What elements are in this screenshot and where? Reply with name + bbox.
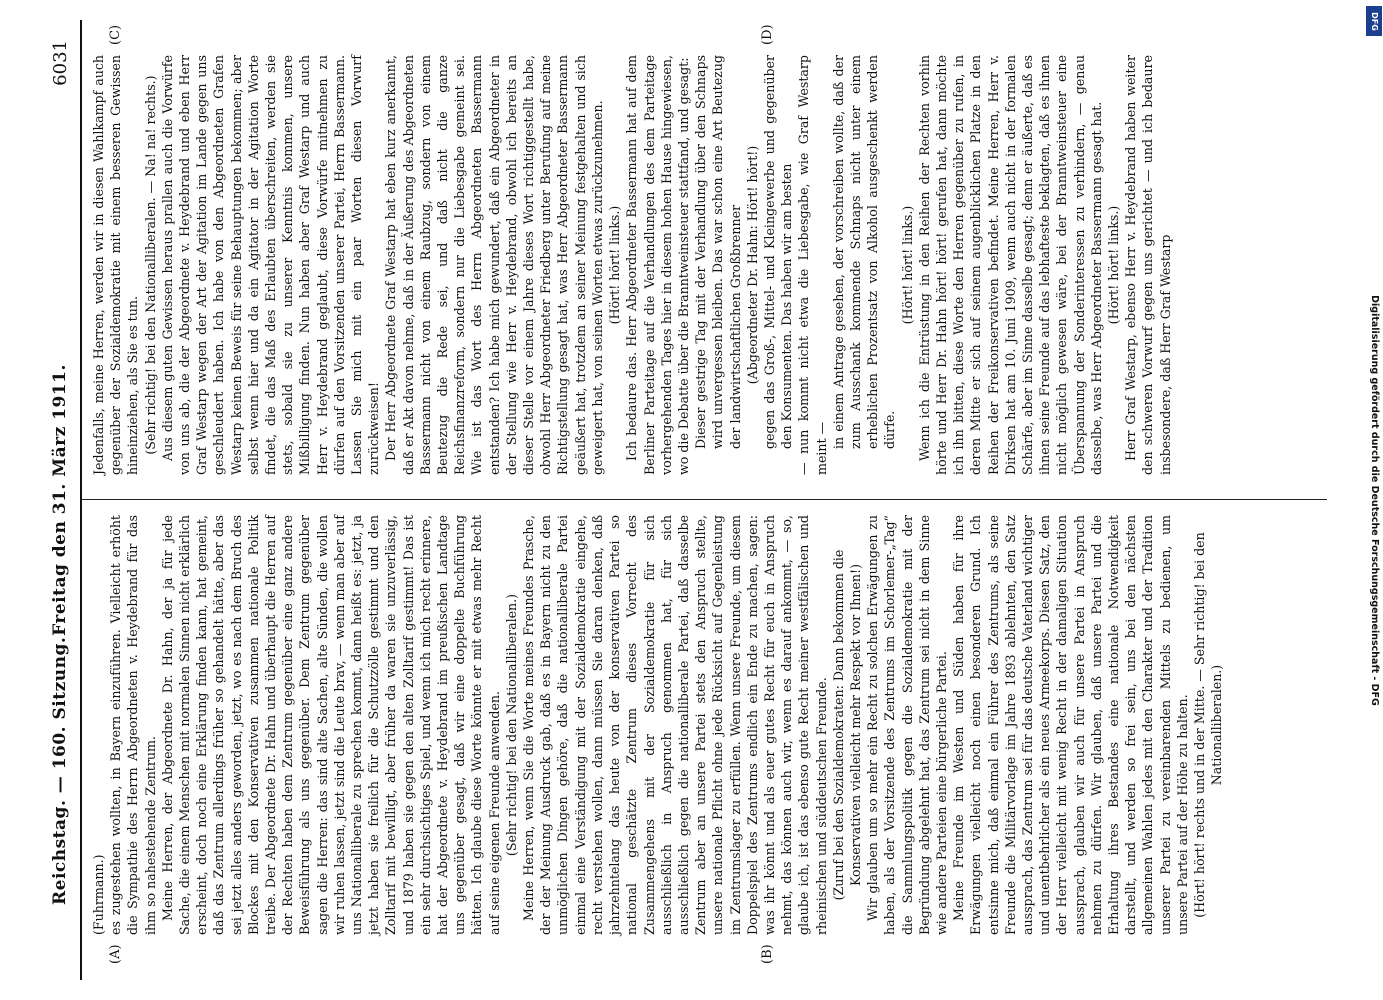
- margin-mark-c: (C): [108, 24, 123, 45]
- paragraph: Wenn ich die Entrüstung in den Reihen der Rechten vorhin hörte und Herr Dr. Hahn hört! hört! gerufen hat, dann möchte ich ihn bitten, diese Worte den Herren gegenüber zu rufen, in deren Mitte er sich auf seinem augenblicklichen Platze in den Reihen der Freikonservativen befindet. Meine Herren, Herr v. Dirksen hat am 10. Juni 1909, wenn auch nicht in der formalen Schärfe, aber im Sinne dasselbe gesagt; denn er äußerte, daß es ihnen seine Freunde auf das lebhafteste beklagten, daß es ihnen nicht möglich gewesen wäre, bei der Branntweinsteuer eine Überspannung der Sonderinteressen zu verhindern, — genau dasselbe, was Herr Abgeordneter Bassermann gesagt hat.: [916, 55, 1104, 475]
- interjection: (Hört! hört! links.): [607, 205, 623, 325]
- paragraph: Ich bedaure das. Herr Abgeordneter Bassermann hat auf dem Berliner Parteitage auf die Verhandlungen des dem Parteitage vorhergehenden Tages hier in diesem hohen Hause hingewiesen, wo die Debatte über die Branntweinsteuer stattfand, und gesagt:: [624, 55, 691, 475]
- paragraph: Aus diesem guten Gewissen heraus prallen auch die Vorwürfe von uns ab, die der Abgeordnete v. Heydebrand und eben Herr Graf Westarp wegen der Art der Agitation im Lande gegen uns geschleudert haben. Ich habe von den Abgeordneten Grafen Westarp keinen Beweis für seine Behauptungen bekommen; aber selbst wenn hier und da ein Agitator in der Agitation Worte findet, die das Maß des Erlaubten überschreiten, werden sie stets, sobald sie zu unserer Kenntnis kommen, unsere Mißbilligung finden. Nun haben aber Graf Westarp und auch Herr v. Heydebrand geglaubt, diese Vorwürfe mitnehmen zu dürfen auf den Vorsitzenden unserer Partei, Herrn Bassermann. Lassen Sie mich mit ein paar Worten diesen Vorwurf zurückweisen!: [159, 55, 382, 475]
- rotated-page: [20, 0, 1350, 1000]
- paragraph: Herr Graf Westarp, ebenso Herr v. Heydebrand haben weiter den schweren Vorwurf gegen uns gerichtet — und ich bedaure insbesondere, daß Herr Graf Westarp: [1123, 55, 1173, 475]
- interjection: (Sehr richtig! bei den Nationalliberalen.): [503, 593, 519, 857]
- interjection: (Zuruf bei den Sozialdemokraten: Dann bekommen die Konservativen vielleicht mehr Respekt vor Ihnen!): [830, 549, 863, 901]
- interjection: (Hört! hört! links.): [1105, 205, 1121, 325]
- digitization-credit: [1366, 0, 1382, 1000]
- interjection: (Hört! hört! links.): [899, 205, 915, 325]
- paragraph: Meine Herren, der Abgeordnete Dr. Hahn, der ja für jede Sache, die einem Menschen mit normalen Sinnen nicht erklärlich erscheint, doch noch eine Erklärung finden kann, hat gemeint, daß das Zentrum allerdings früher so gehandelt hätte, aber das sei jetzt alles anders geworden, jetzt, wo es nach dem Bruch des Blockes mit den Konservativen zusammen nationale Politik treibe. Der Abgeordnete Dr. Hahn und überhaupt die Herren auf der Rechten haben dem Zentrum gegenüber eine ganz andere Beweisführung als uns gegenüber. Dem Zentrum gegenüber sagen die Herren: das sind alte Sachen, alte Sünden, die wollen wir ruhen lassen, jetzt sind die Leute brav, — wenn man aber auf uns Nationalliberale zu sprechen kommt, dann heißt es: jetzt, ja jetzt haben sie freilich für die Schutzzölle gestimmt und den Zolltarif mit bewilligt, aber früher da waren sie unzuverlässig, und 1879 haben sie gegen den alten Zolltarif gestimmt! Das ist ein sehr durchsichtiges Spiel, und wenn ich mich recht erinnere, hat der Abgeordnete v. Heydebrand im preußischen Landtage uns gegenüber gesagt, daß wir eine doppelte Buchführung hätten. Ich glaube diese Worte könnte er mit etwas mehr Recht auf seine eigenen Freunde anwenden.: [159, 515, 502, 935]
- quotation: in einem Antrage gesehen, der vorschreiben wollte, daß der zum Ausschank kommende Schnaps nicht unter einem erheblichen Prozentsatz von Alkohol ausgeschenkt werden dürfe.: [830, 55, 898, 449]
- interjection: (Hört! hört! rechts und in der Mitte. — Sehr richtig! bei den Nationalliberalen.): [1192, 532, 1225, 918]
- header-rule: [80, 20, 82, 980]
- paragraph: Jedenfalls, meine Herren, werden wir in diesen Wahlkampf auch gegenüber der Sozialdemokratie mit einem besseren Gewissen hineinziehen, als Sie es tun.: [91, 55, 141, 475]
- header-session: Reichstag. — 160. Sitzung.: [50, 636, 70, 905]
- credit-text: Digitalisierung gefördert durch die Deutsche Forschungsgemeinschaft - DFG: [1368, 294, 1380, 706]
- margin-mark-b: (B): [760, 944, 775, 964]
- margin-mark-d: (D): [760, 24, 775, 45]
- paragraph: es zugestehen wollten, in Bayern einzuführen. Vielleicht erhöht die Sympathie des Herrn Abgeordneten v. Heydebrand für das ihm so nahestehende Zentrum.: [108, 515, 158, 935]
- paragraph: Der Herr Abgeordnete Graf Westarp hat eben kurz anerkannt, daß er Akt davon nehme, daß in der Äußerung des Abgeordneten Bassermann nicht von einem Raubzug, sondern von einem Beutezug die Rede sei, und daß nicht die ganze Reichsfinanzreform, sondern nur die Liebesgabe gemeint sei. Wie ist das Wort des Herrn Abgeordneten Bassermann entstanden? Ich habe mich gewundert, daß ein Abgeordneter in der Stellung wie Herr v. Heydebrand, obwohl ich bereits an dieser Stelle vor einem Jahre dieses Wort richtiggestellt habe, obwohl Herr Abgeordneter Friedberg unter Berufung auf meine Richtigstellung gesagt hat, was Herr Abgeordneter Bassermann geäußert hat, trotzdem an seiner Meinung festgehalten und sich geweigert hat, von seinen Worten etwas zurückzunehmen.: [383, 55, 605, 475]
- paragraph: Meine Herren, wenn Sie die Worte meines Freundes Prasche, der der Meinung Ausdruck gab, daß es in Bayern nicht zu den unmöglichen Dingen gehöre, daß die nationalliberale Partei einmal eine Verständigung mit der Sozialdemokratie eingehe, recht verstehen wollen, dann müssen Sie daran denken, daß jahrzehntelang das heute von der konservativen Partei so national geschätzte Zentrum dieses Vorrecht des Zusammengehens mit der Sozialdemokratie für sich ausschließlich in Anspruch genommen hat, für sich ausschließlich gegen die nationalliberale Partei, daß dasselbe Zentrum aber an unsere Partei stets den Anspruch stellte, unsere nationale Pflicht ohne jede Rücksicht auf Gegenleistung im Zentrumslager zu erfüllen. Wenn unsere Freunde, um diesem Doppelspiel des Zentrums endlich ein Ende zu machen, sagen: was ihr könnt und als euer gutes Recht für euch in Anspruch nehmt, das können auch wir, wenn es darauf ankommt, — so, glaube ich, ist das ebenso gute Recht meiner westfälischen und rheinischen und süddeutschen Freunde.: [521, 515, 829, 935]
- header-date: Freitag den 31. März 1911.: [50, 364, 70, 636]
- interjection: (Sehr richtig! bei den Nationalliberalen. — Na! na! rechts.): [142, 75, 158, 455]
- dfg-logo: DFG: [1366, 6, 1382, 36]
- quotation: Dieser gestrige Tag mit der Verhandlung über den Schnaps wird unvergessen bleiben. Das war schon eine Art Beutezug der landwirtschaftlichen Großbrenner: [693, 55, 743, 449]
- column-divider: [82, 499, 1327, 500]
- page-number: 6031: [50, 40, 71, 86]
- paragraph: Meine Freunde im Westen und Süden haben für ihre Erwägungen vielleicht noch einen besonderen Grund. Ich entsinne mich, daß einmal ein Führer des Zentrums, als seine Freunde die Militärvorlage im Jahre 1893 ablehnten, den Satz aussprach, das Zentrum sei für das deutsche Vaterland wichtiger und unentbehrlicher als ein neues Armeekorps. Diesen Satz, den der Herr vielleicht mit wenig Recht in der damaligen Situation aussprach, glauben wir auch für unsere Partei in Anspruch nehmen zu dürfen. Wir glauben, daß unsere Partei und die Erhaltung ihres Bestandes eine nationale Notwendigkeit darstellt, und werden so frei sein, uns bei den nächsten allgemeinen Wahlen jedes mit den Charakter und der Tradition unserer Partei zu vereinbarenden Mittels zu bedienen, um unsere Partei auf der Höhe zu halten.: [951, 515, 1190, 935]
- interjection: (Abgeordneter Dr. Hahn: Hört! hört!): [744, 145, 760, 385]
- quotation: gegen das Groß-, Mittel- und Kleingewerbe und gegenüber den Konsumenten. Das haben wir am besten: [761, 55, 795, 449]
- left-column: [90, 515, 1225, 935]
- speaker-tag: (Fuhrmann.): [91, 854, 106, 935]
- margin-mark-a: (A): [108, 944, 123, 964]
- paragraph: Wir glauben um so mehr ein Recht zu solchen Erwägungen zu haben, als der Vorsitzende des Zentrums im Schorlemer-„Tag“ die Sammlungspolitik gegen die Sozialdemokratie mit der Begründung abgelehnt hat, das Zentrum sei nicht in dem Sinne wie andere Parteien eine bürgerliche Partei.: [865, 515, 949, 935]
- page-header: [28, 30, 80, 970]
- paragraph: — nun kommt nicht etwa die Liebesgabe, wie Graf Westarp meint —: [796, 55, 829, 475]
- right-column: [90, 55, 1174, 475]
